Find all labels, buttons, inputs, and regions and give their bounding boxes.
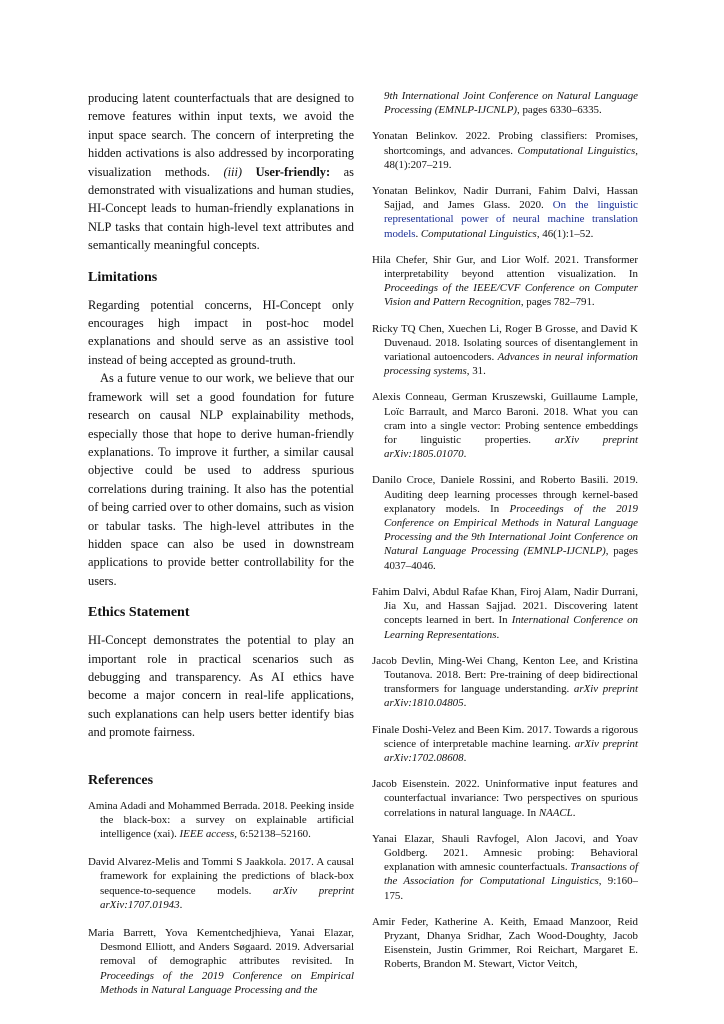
reference-item: Maria Barrett, Yova Kementchedjhieva, Yanai Elazar, Desmond Elliott, and Anders Søgaard. 2019. Adversarial removal of demographic attributes revisited. In Proceedings of the 2019 Conference on Empirical Methods in Natural Language Processing and the [88, 927, 354, 996]
ethics-heading: Ethics Statement [88, 605, 190, 621]
reference-item: Yonatan Belinkov, Nadir Durrani, Fahim Dalvi, Hassan Sajjad, and James Glass. 2020. On the linguistic representational power of neural machine translation models. Computational Linguistics, 46(1):1–52. [372, 185, 638, 240]
ethics-paragraph: HI-Concept demonstrates the potential to play an important role in practical scenarios such as debugging and transparency. As AI ethics have become a major concern in real-life applications, such explanations can help users better identify bias and promote fairness. [88, 633, 354, 740]
reference-item-continued: 9th International Joint Conference on Natural Language Processing (EMNLP-IJCNLP), pages 6330–6335. [384, 90, 638, 117]
reference-item: Jacob Devlin, Ming-Wei Chang, Kenton Lee, and Kristina Toutanova. 2018. Bert: Pre-training of deep bidirectional transformers for language understanding. arXiv preprint arXiv:1810.04805. [372, 654, 638, 710]
reference-item: Amir Feder, Katherine A. Keith, Emaad Manzoor, Reid Pryzant, Dhanya Sridhar, Zach Wood-Doughty, Jacob Eisenstein, Justin Grimmer, Roi Reichart, Margaret E. Roberts, Brandon M. Stewart, Victor Veitch, [372, 915, 638, 971]
limitations-paragraph-2: As a future venue to our work, we believe that our framework will set a good foundation for future research on causal NLP explainability methods, especially those that hope to derive human-friendly explanations. To improve it further, a similar causal objective could be used to address spurious correlations during training. It also has the potential of being carried over to other domains, such as vision or tabular tasks. The high-level attributes in the hidden space can also be used in downstream applications to provide better controllability for the users. [88, 371, 354, 588]
reference-item: David Alvarez-Melis and Tommi S Jaakkola. 2017. A causal framework for explaining the predictions of black-box sequence-to-sequence models. arXiv preprint arXiv:1707.01943. [88, 856, 354, 911]
reference-item: Yonatan Belinkov. 2022. Probing classifiers: Promises, shortcomings, and advances. Computational Linguistics, 48(1):207–219. [372, 130, 638, 171]
limitations-paragraph-1: Regarding potential concerns, HI-Concept only encourages high impact in post-hoc model explanations and should serve as an assistive tool instead of being accepted as ground-truth. [88, 297, 354, 367]
reference-item: Hila Chefer, Shir Gur, and Lior Wolf. 2021. Transformer interpretability beyond attention visualization. In Proceedings of the IEEE/CVF Conference on Computer Vision and Pattern Recognition, pages 782–791. [372, 253, 638, 309]
reference-link[interactable]: On the linguistic representational power of neural machine translation models [384, 199, 638, 240]
right-column [372, 89, 638, 972]
references-heading: References [88, 772, 154, 788]
reference-item: Alexis Conneau, German Kruszewski, Guillaume Lample, Loïc Barrault, and Marco Baroni. 2018. What you can cram into a single vector: Probing sentence embeddings for linguistic properties. arXiv preprint arXiv:1805.01070. [372, 391, 638, 461]
reference-item: Jacob Eisenstein. 2022. Uninformative input features and counterfactual invariance: Two perspectives on spurious correlations in natural language. In NAACL. [372, 778, 638, 819]
reference-item: Finale Doshi-Velez and Been Kim. 2017. Towards a rigorous science of interpretable machine learning. arXiv preprint arXiv:1702.08608. [372, 723, 638, 764]
limitations-heading: Limitations [88, 269, 158, 285]
left-column [88, 89, 354, 997]
reference-item: Fahim Dalvi, Abdul Rafae Khan, Firoj Alam, Nadir Durrani, Jia Xu, and Hassan Sajjad. 2021. Discovering latent concepts learned in bert. In International Conference on Learning Representations. [372, 585, 638, 641]
references-list-left [88, 799, 354, 997]
reference-item: Yanai Elazar, Shauli Ravfogel, Alon Jacovi, and Yoav Goldberg. 2021. Amnesic probing: Behavioral explanation with amnesic counterfactuals. Transactions of the Association for Computational Linguistics, 9:160–175. [372, 832, 639, 902]
reference-item: Amina Adadi and Mohammed Berrada. 2018. Peeking inside the black-box: a survey on explainable artificial intelligence (xai). IEEE access, 6:52138–52160. [88, 799, 354, 840]
reference-item: Ricky TQ Chen, Xuechen Li, Roger B Grosse, and David K Duvenaud. 2018. Isolating sources of disentanglement in variational autoencoders. Advances in neural information processing systems, 31. [372, 322, 638, 378]
intro-paragraph: producing latent counterfactuals that are designed to remove features within input texts, we avoid the input space search. The concern of interpreting the hidden activations is also addressed by incorporating visualization methods. (iii) User-friendly: as demonstrated with visualizations and human studies, HI-Concept leads to human-friendly explanations in NLP tasks that contain high-level text attributes and semantically meaningful concepts. [88, 91, 354, 253]
reference-item: Danilo Croce, Daniele Rossini, and Roberto Basili. 2019. Auditing deep learning processes through kernel-based explanatory models. In Proceedings of the 2019 Conference on Empirical Methods in Natural Language Processing and the 9th International Joint Conference on Natural Language Processing (EMNLP-IJCNLP), pages 4037–4046. [372, 474, 639, 572]
